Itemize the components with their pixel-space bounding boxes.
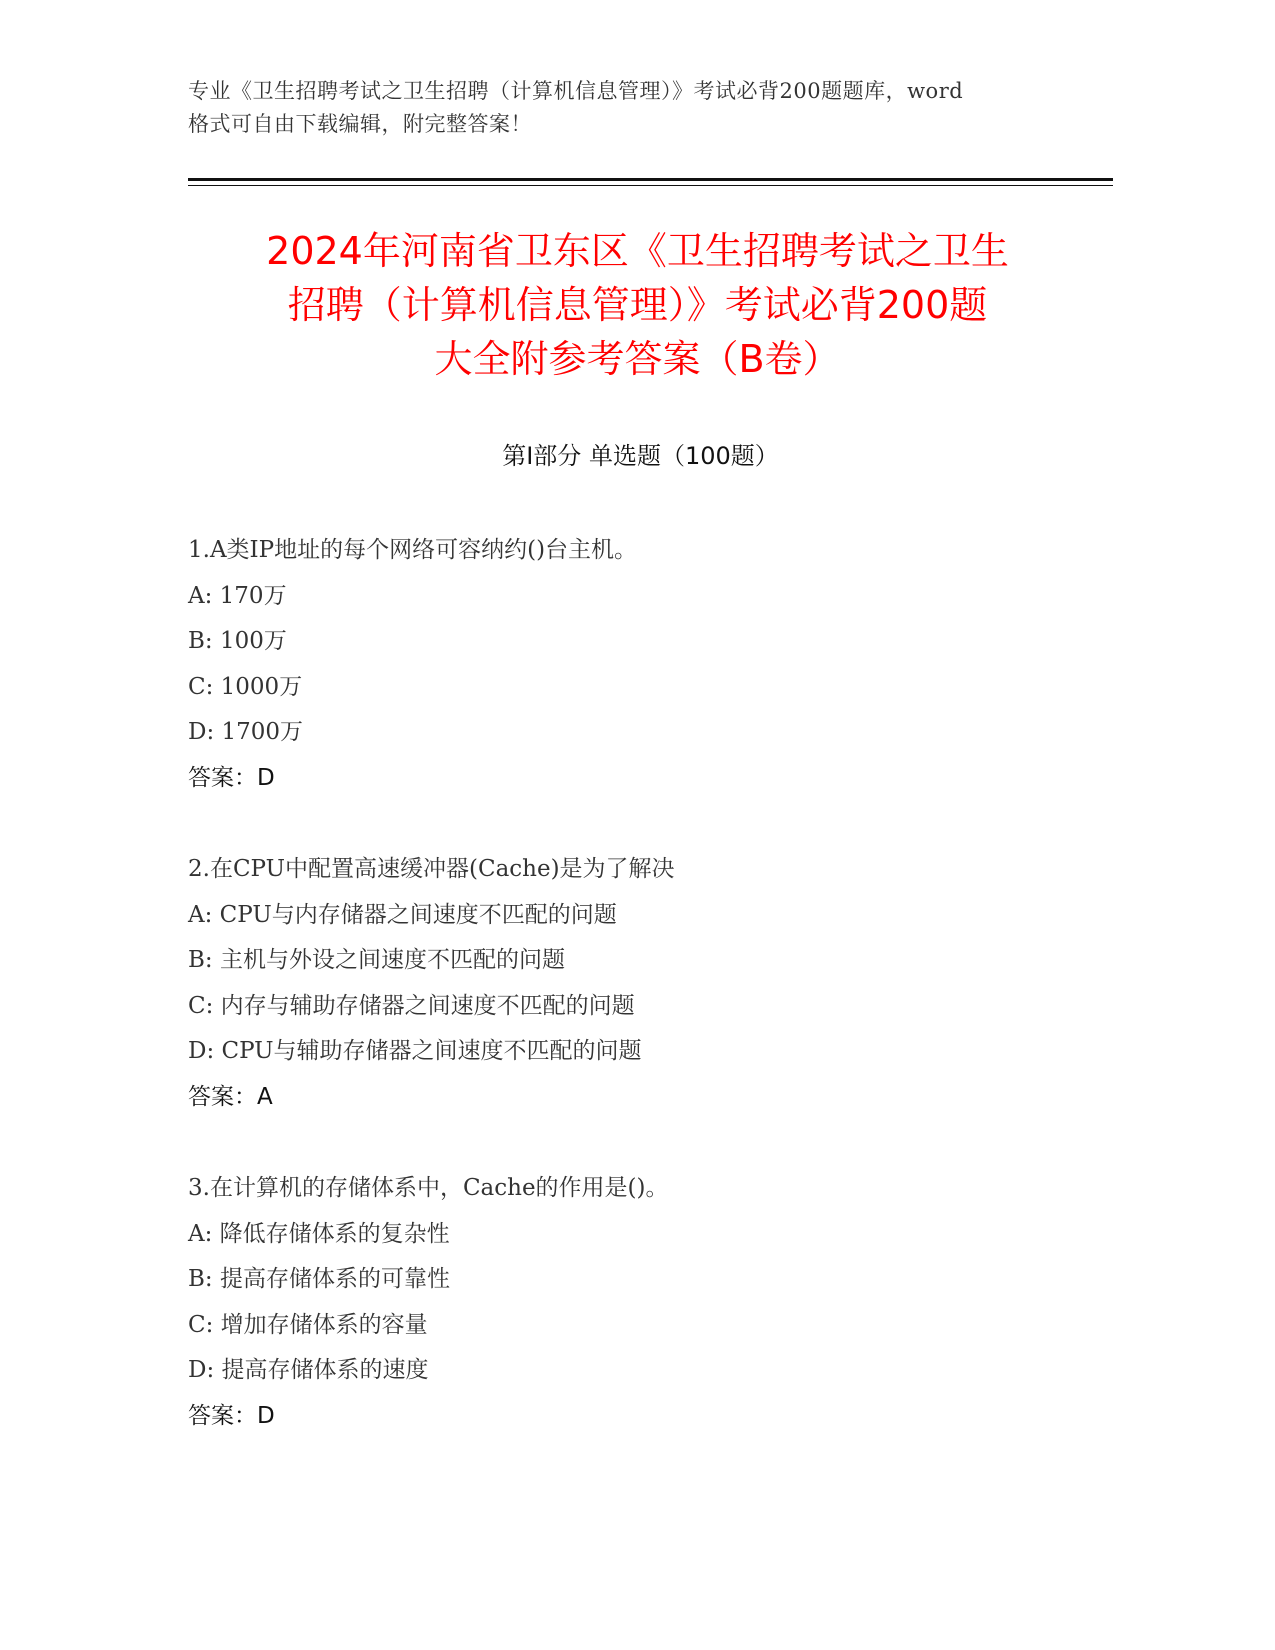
question-2 xyxy=(188,847,1093,1120)
option-d: D: CPU与辅助存储器之间速度不匹配的问题 xyxy=(188,1038,642,1064)
question-stem: 1.A类IP地址的每个网络可容纳约()台主机。 xyxy=(188,537,638,563)
question-list xyxy=(188,528,1093,1485)
option-b: B: 主机与外设之间速度不匹配的问题 xyxy=(188,947,565,973)
option-d: D: 提高存储体系的速度 xyxy=(188,1357,429,1383)
header-note xyxy=(188,75,1093,141)
question-1 xyxy=(188,528,1093,801)
option-a: A: CPU与内存储器之间速度不匹配的问题 xyxy=(188,901,617,928)
question-3 xyxy=(188,1166,1093,1439)
option-a: A: 降低存储体系的复杂性 xyxy=(188,1220,450,1247)
option-c: C: 1000万 xyxy=(188,673,303,700)
answer-line: 答案：D xyxy=(188,1402,275,1429)
title-line-3: 大全附参考答案（B卷） xyxy=(434,337,841,381)
question-stem: 2.在CPU中配置高速缓冲器(Cache)是为了解决 xyxy=(188,856,675,882)
header-divider-thin xyxy=(188,185,1113,186)
option-d: D: 1700万 xyxy=(188,719,304,745)
header-divider-thick xyxy=(188,178,1113,181)
option-b: B: 100万 xyxy=(188,628,287,654)
option-c: C: 内存与辅助存储器之间速度不匹配的问题 xyxy=(188,992,635,1019)
title-line-1: 2024年河南省卫东区《卫生招聘考试之卫生 xyxy=(266,229,1009,273)
answer-line: 答案：A xyxy=(188,1083,273,1110)
header-note-line-1: 专业《卫生招聘考试之卫生招聘（计算机信息管理）》考试必背200题题库，word xyxy=(188,79,964,103)
header-note-line-2: 格式可自由下载编辑，附完整答案！ xyxy=(188,112,532,136)
option-a: A: 170万 xyxy=(188,582,287,609)
option-b: B: 提高存储体系的可靠性 xyxy=(188,1266,450,1292)
section-heading: 第Ⅰ部分 单选题（100题） xyxy=(502,442,779,470)
question-stem: 3.在计算机的存储体系中，Cache的作用是()。 xyxy=(188,1175,669,1201)
answer-line: 答案：D xyxy=(188,764,275,791)
document-title xyxy=(180,224,1095,386)
title-line-2: 招聘（计算机信息管理）》考试必背200题 xyxy=(287,283,988,327)
option-c: C: 增加存储体系的容量 xyxy=(188,1311,428,1338)
